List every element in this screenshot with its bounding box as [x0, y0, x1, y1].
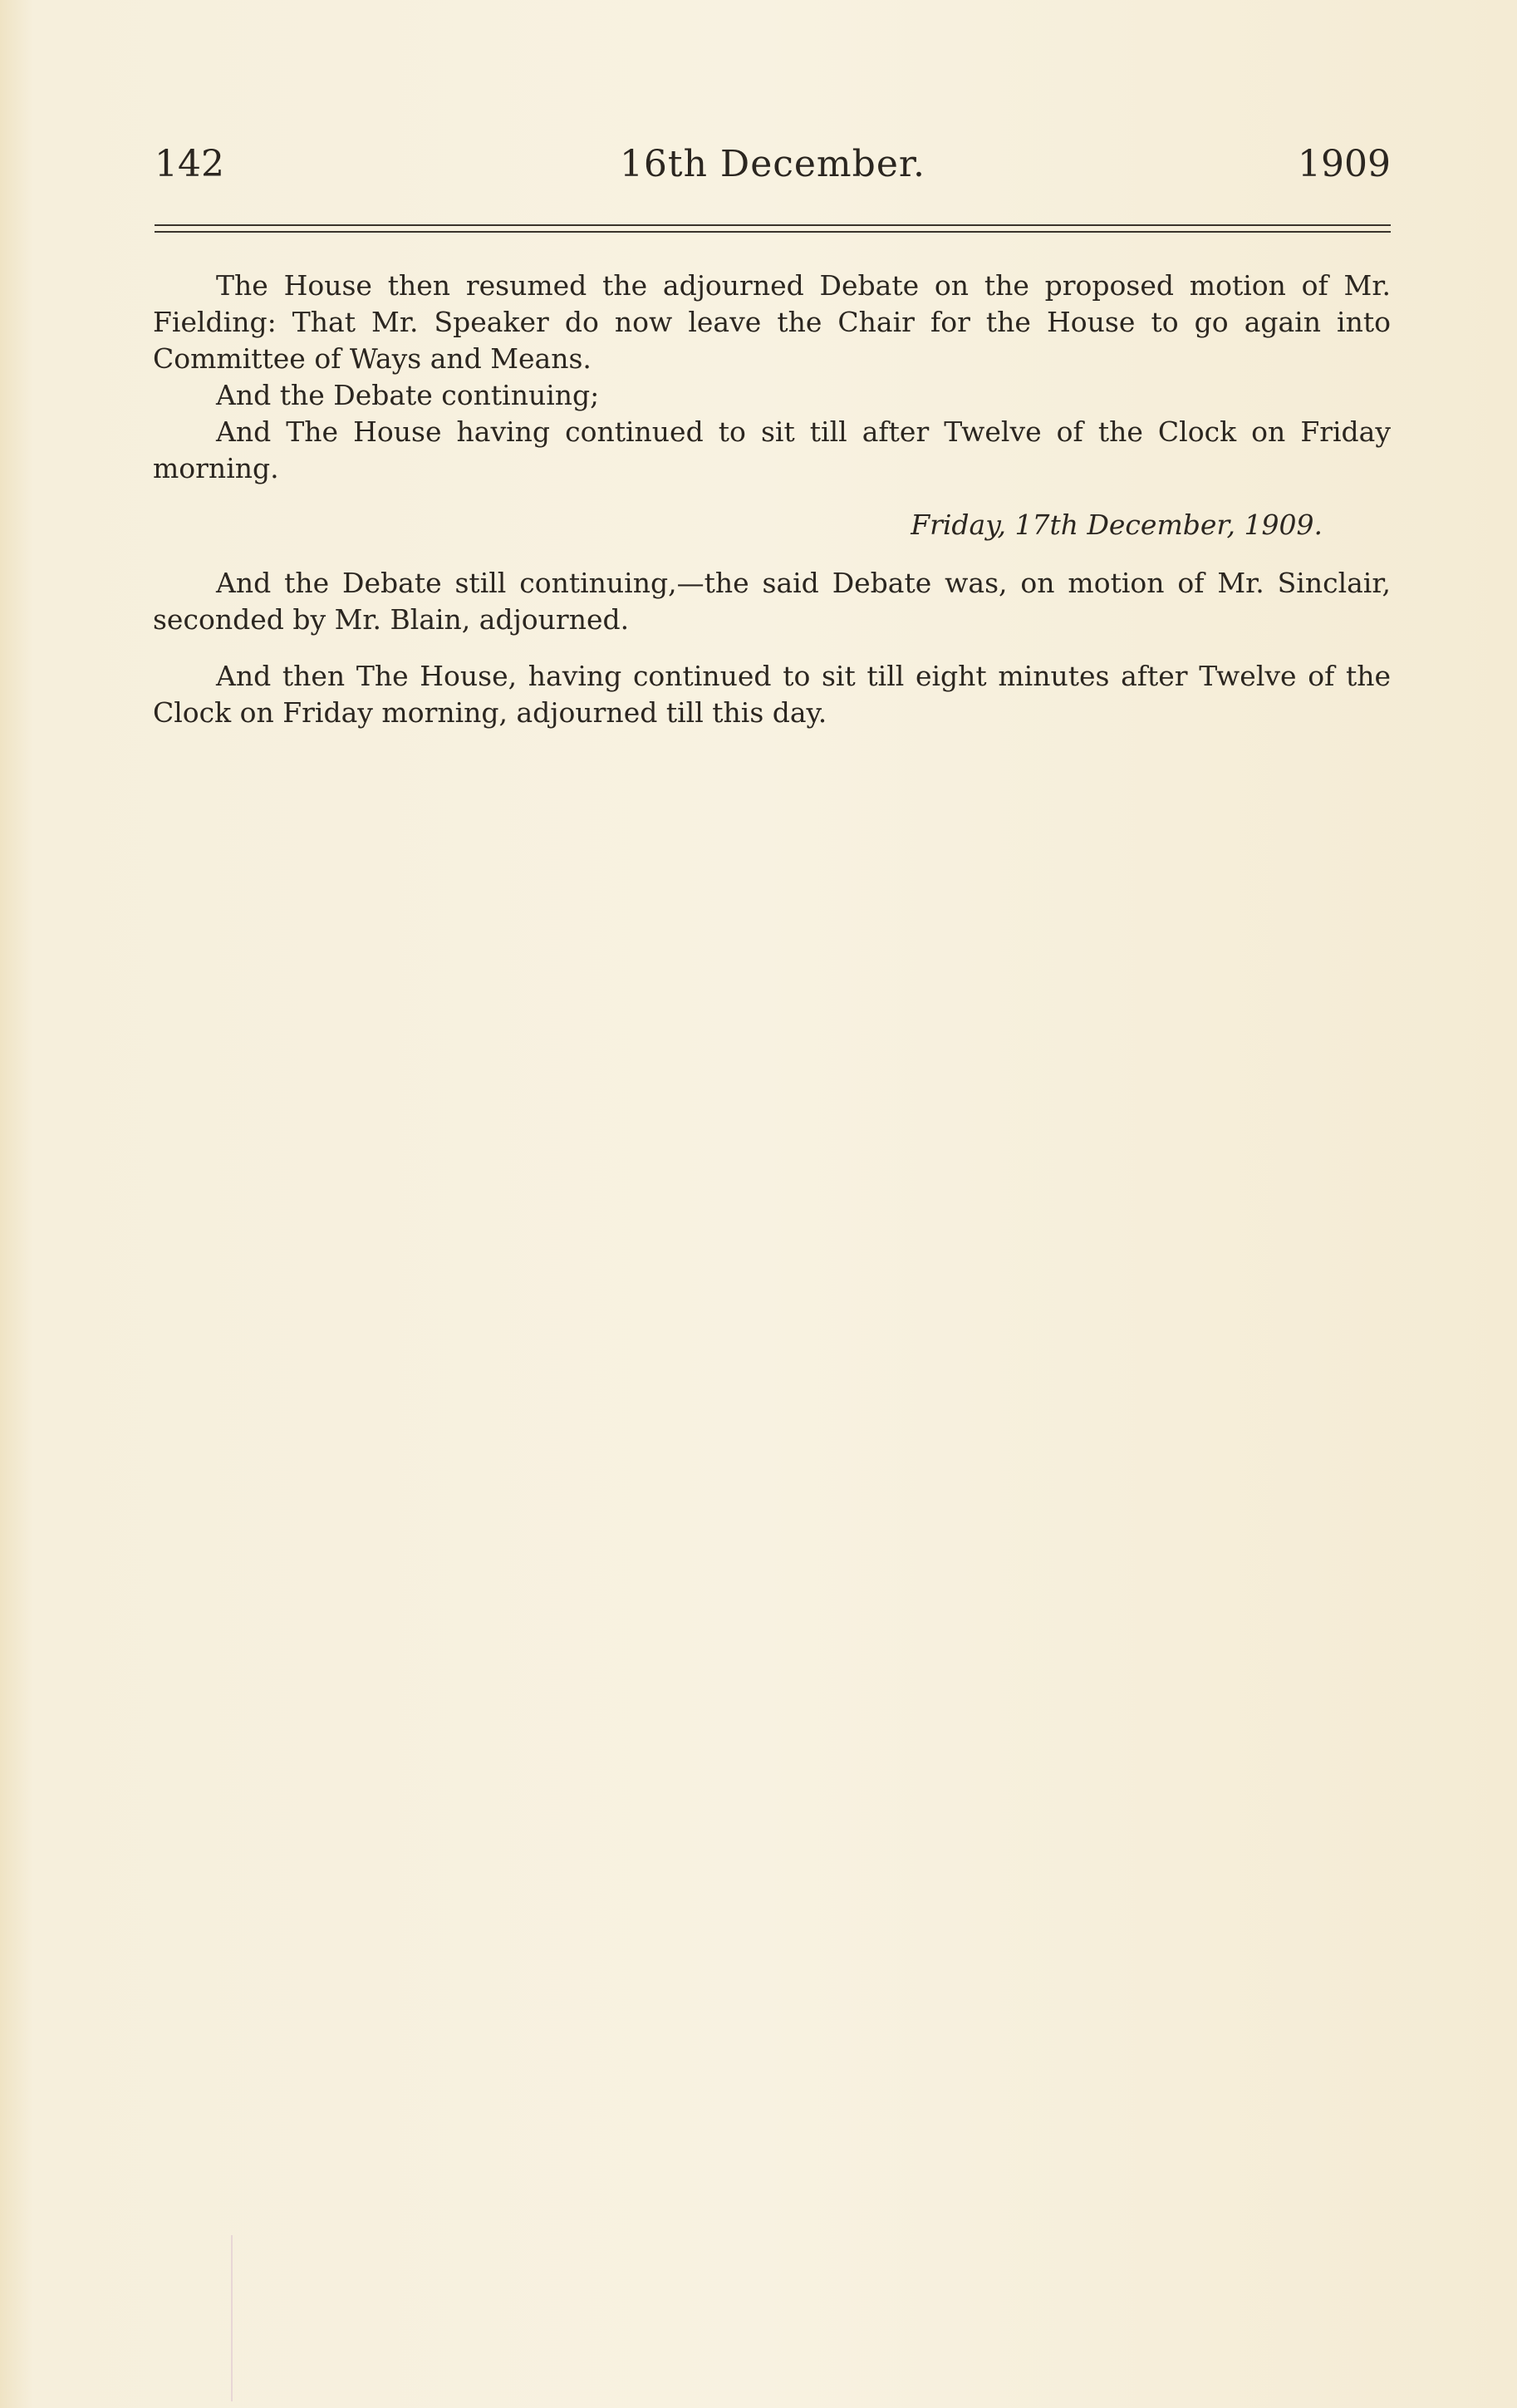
- paragraph-debate-adjourned: And the Debate still continuing,—the said Debate was, on motion of Mr. Sinclair, seconded by Mr. Blain, adjourned.: [153, 567, 1391, 636]
- paragraph-resumed-debate: The House then resumed the adjourned Debate on the proposed motion of Mr. Fielding: That Mr. Speaker do now leave the Chair for the House to go again into Committee of Ways and Means.: [153, 269, 1391, 375]
- page-header: [155, 143, 1391, 201]
- margin-line: [231, 2235, 233, 2401]
- journal-body: [153, 268, 1391, 731]
- paragraph-house-adjourned: And then The House, having continued to sit till eight minutes after Twelve of the Clock on Friday morning, adjourned till this day.: [153, 660, 1391, 729]
- header-year: 1909: [1298, 143, 1391, 185]
- paragraph-sitting-continued: And The House having continued to sit till after Twelve of the Clock on Friday morning.: [153, 415, 1391, 484]
- header-double-rule: [155, 224, 1391, 233]
- paragraph-debate-continuing: And the Debate continuing;: [216, 379, 600, 411]
- running-title: 16th December.: [619, 143, 926, 185]
- page-number: 142: [155, 143, 224, 185]
- date-heading: Friday, 17th December, 1909.: [911, 509, 1323, 541]
